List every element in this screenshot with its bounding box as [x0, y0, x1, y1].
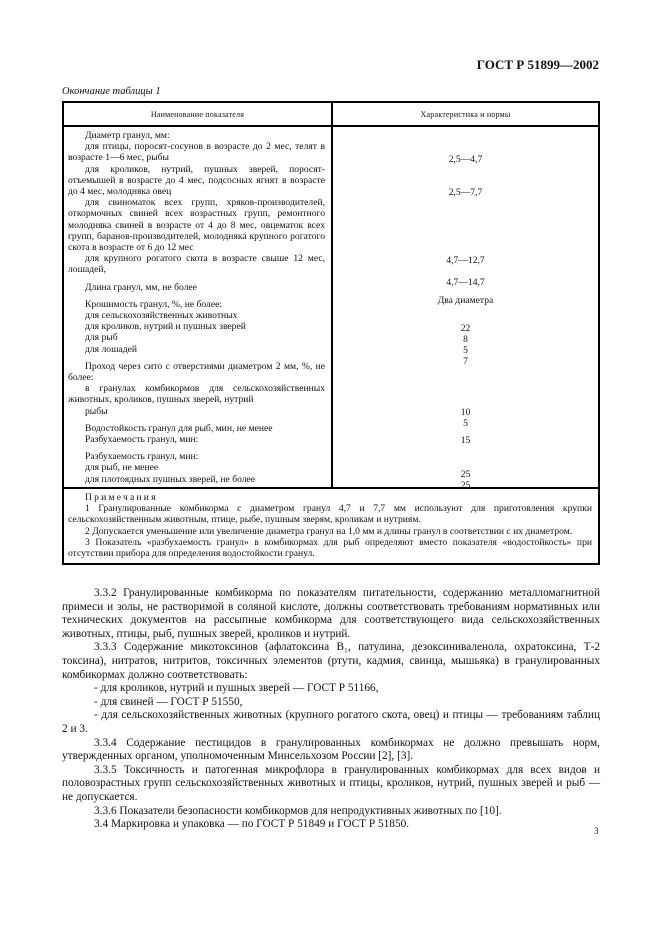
column-header-norms: Характеристика и нормы	[420, 109, 511, 119]
row-value: 10	[460, 407, 471, 418]
list-item: - для свиней — ГОСТ Р 51550,	[94, 695, 243, 708]
row-indicator: для свиноматок всех групп, хряков-производителей, откормочных свиней всех возрастных групп, ремонтного молодняка свиней в возрасте от 4 до 8 мес, овцематок всех групп, баранов-производителей, молодняка крупного рогатого скота в возрасте от 6 до 12 мес	[68, 197, 325, 254]
paragraph-3-3-3: 3.3.3 Содержание микотоксинов (афлатоксина B₁, патулина, дезоксиниваленола, охратоксина, Т-2 токсина), нитратов, нитритов, токсичных элементов (ртути, кадмия, свинца, мышьяка) в гранулированных комбикормах должно соответствовать:	[62, 641, 600, 681]
table-caption: Окончание таблицы 1	[62, 86, 161, 97]
note-item: 3 Показатель «разбухаемость гранул» в комбикормах для рыб определяют вместо показателя «водостойкость» при отсутствии прибора для определения водостойкости гранул.	[68, 536, 592, 559]
row-value: 15	[460, 435, 471, 446]
row-indicator: в гранулах комбикормов для сельскохозяйственных животных, кроликов, пушных зверей, нутрий	[68, 383, 325, 406]
row-value: 5	[463, 345, 468, 356]
row-indicator: для крупного рогатого скота в возрасте свыше 12 мес, лошадей,	[68, 253, 325, 276]
paragraph-3-4: 3.4 Маркировка и упаковка — по ГОСТ Р 51849 и ГОСТ Р 51850.	[94, 818, 410, 831]
row-value: 25	[460, 469, 471, 480]
row-indicator: Диаметр гранул, мм:	[85, 130, 170, 141]
table-header	[64, 103, 598, 127]
notes-title: Примечания	[85, 491, 158, 503]
row-indicator: для рыб	[85, 332, 118, 344]
body-text	[62, 587, 600, 832]
row-value: 7	[463, 356, 468, 367]
row-indicator: для птицы, поросят-сосунов в возрасте до 2 мес, телят в возрасте 1—6 мес, рыбы	[68, 141, 325, 164]
row-indicator: Разбухаемость гранул, мин:	[85, 434, 199, 446]
page-number: 3	[594, 826, 599, 836]
note-item: 1 Гранулированные комбикорма с диаметром гранул 4,7 и 7,7 мм используют для приготовления крупки сельскохозяйственным животным, птице, рыбе, пушным зверям, кроликам и нутриям.	[68, 503, 592, 526]
paragraph-3-3-4: 3.3.4 Содержание пестицидов в гранулированных комбикормах не должно превышать норм, утвержденных органом, уполномоченным Минсельхозом России [2], [3].	[62, 736, 600, 763]
row-indicator: для рыб, не менее	[85, 462, 159, 474]
row-value: 22	[460, 323, 471, 334]
row-indicator: для кроликов, нутрий и пушных зверей	[85, 321, 246, 333]
row-indicator: для плотоядных пушных зверей, не более	[85, 473, 256, 485]
row-value: 2,5—7,7	[448, 187, 483, 198]
row-indicator: для лошадей	[85, 343, 137, 355]
row-indicator: Водостойкость гранул для рыб, мин, не менее	[85, 422, 273, 434]
row-value: 8	[463, 334, 468, 345]
row-indicator: для сельскохозяйственных животных	[85, 310, 238, 322]
table-body	[64, 127, 598, 489]
row-indicator: Крошимость гранул, %, не более:	[85, 298, 223, 310]
row-indicator: Длина гранул, мм, не более	[85, 281, 197, 293]
list-item: - для кроликов, нутрий и пушных зверей — ГОСТ Р 51166,	[94, 682, 379, 695]
paragraph-3-3-6: 3.3.6 Показатели безопасности комбикормов для непродуктивных животных по [10].	[94, 804, 502, 817]
column-header-indicator: Наименование показателя	[64, 103, 333, 125]
specs-table	[62, 101, 600, 565]
row-value: Два диаметра	[437, 295, 494, 306]
norms-column	[333, 127, 598, 491]
row-value: 4,7—12,7	[446, 255, 485, 266]
paragraph-3-3-5: 3.3.5 Токсичность и патогенная микрофлора в гранулированных комбикормах для всех видов и половозрастных групп сельскохозяйственных животных и птицы, кроликов, нутрий, пушных зверей и рыб — не допускается.	[62, 763, 600, 803]
row-value: 5	[463, 418, 468, 429]
row-value: 25	[460, 480, 471, 491]
row-indicator: Разбухаемость гранул, мин:	[85, 451, 199, 463]
note-item: 2 Допускается уменьшение или увеличение диаметра гранул на 1,0 мм и длины гранул в соответствии с их диаметром.	[85, 525, 573, 537]
row-indicator: рыбы	[85, 405, 108, 417]
paragraph-3-3-2: 3.3.2 Гранулированные комбикорма по показателям питательности, содержанию металломагнитной примеси и золы, не растворимой в соляной кислоте, должны соответствовать требованиям нормативных или технических документов на рассыпные комбикорма для соответствующего вида сельскохозяйственных животных, птицы, рыб, пушных зверей, кроликов и нутрий.	[62, 587, 600, 640]
document-code: ГОСТ Р 51899—2002	[476, 57, 599, 72]
indicator-column	[64, 127, 333, 487]
row-indicator: для кроликов, нутрий, пушных зверей, поросят-отъемышей в возрасте до 4 мес, подсосных ягнят в возрасте до 4 мес, молодняка овец	[68, 163, 325, 198]
row-value: 4,7—14,7	[446, 277, 485, 288]
row-value: 2,5—4,7	[448, 154, 483, 165]
list-item: - для сельскохозяйственных животных (крупного рогатого скота, овец) и птицы — требованиям таблиц 2 и 3.	[62, 709, 600, 735]
row-indicator: Проход через сито с отверстиями диаметром 2 мм, %, не более:	[68, 360, 325, 384]
table-notes	[64, 489, 598, 563]
